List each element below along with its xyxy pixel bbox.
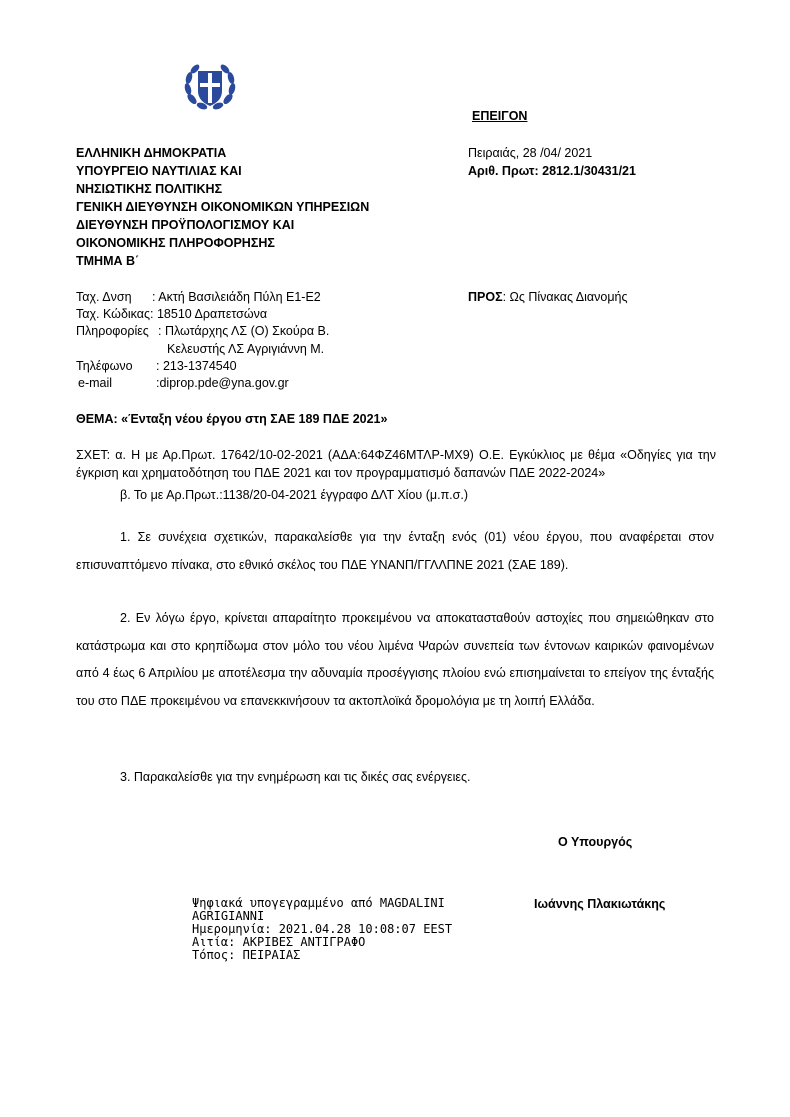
email-value: :diprop.pde@yna.gov.gr <box>156 376 289 390</box>
digital-signature-line: Ψηφιακά υπογεγραμμένο από MAGDALINI <box>192 896 445 910</box>
paragraph-text: 1. Σε συνέχεια σχετικών, παρακαλείσθε για την ένταξη ενός (01) νέου έργου, που αναφέρεται στον επισυναπτόμενο πίνακα, στο εθνικό σκέλος του ΠΔΕ ΥΝΑΝΠ/ΓΓΛΛΠΝΕ 2021 (ΣΑΕ 189). <box>76 530 714 572</box>
phone-label: Τηλέφωνο <box>76 359 133 373</box>
sender-line: ΕΛΛΗΝΙΚΗ ΔΗΜΟΚΡΑΤΙΑ <box>76 146 227 160</box>
body-paragraph <box>76 524 714 579</box>
greek-emblem-icon <box>182 59 238 115</box>
digital-signature-line: AGRIGIANNI <box>192 909 265 923</box>
info-value-second: Κελευστής ΛΣ Αγριγιάννη Μ. <box>167 342 325 356</box>
signature-title: Ο Υπουργός <box>558 835 633 849</box>
recipient <box>468 289 628 305</box>
postal-code: Ταχ. Κώδικας: 18510 Δραπετσώνα <box>76 307 268 321</box>
sender-line: ΝΗΣΙΩΤΙΚΗΣ ΠΟΛΙΤΙΚΗΣ <box>76 182 223 196</box>
recipient-value: : Ως Πίνακας Διανομής <box>502 290 628 304</box>
sender-line: ΔΙΕΥΘΥΝΣΗ ΠΡΟΫΠΟΛΟΓΙΣΜΟΥ ΚΑΙ <box>76 218 295 232</box>
paragraph-text: 2. Εν λόγω έργο, κρίνεται απαραίτητο προκειμένου να αποκατασταθούν αστοχίες που σημειώθηκαν στο κατάστρωμα και στο κρηπίδωμα στον μόλο του νέου λιμένα Ψαρών συνεπεία των έντονων καιρικών φαινομένων από 4 έως 6 Απριλίου με αποτέλεσμα την αδυναμία προσέγγισης πλοίου ενώ επισημαίνεται το επείγον της ένταξής του στο ΠΔΕ προκειμένου να επανεκκινήσουν τα ακτοπλοϊκά δρομολόγια με τη λοιπή Ελλάδα. <box>76 611 714 708</box>
body-paragraph <box>76 764 714 792</box>
reference-b: β. Το με Αρ.Πρωτ.:1138/20-04-2021 έγγραφο ΔΛΤ Χίου (μ.π.σ.) <box>120 488 469 502</box>
protocol-number: Αριθ. Πρωτ: 2812.1/30431/21 <box>468 164 636 178</box>
recipient-label: ΠΡΟΣ <box>468 290 503 304</box>
digital-signature-line: Ημερομηνία: 2021.04.28 10:08:07 EEST <box>192 922 453 936</box>
sender-line: ΥΠΟΥΡΓΕΙΟ ΝΑΥΤΙΛΙΑΣ ΚΑΙ <box>76 164 242 178</box>
signatory-name: Ιωάννης Πλακιωτάκης <box>534 897 666 911</box>
digital-signature-line: Τόπος: ΠΕΙΡΑΙΑΣ <box>192 948 301 962</box>
urgent-label: ΕΠΕΙΓΟΝ <box>472 109 528 123</box>
info-label: Πληροφορίες <box>76 324 149 338</box>
sender-line: ΟΙΚΟΝΟΜΙΚΗΣ ΠΛΗΡΟΦΟΡΗΣΗΣ <box>76 236 275 250</box>
digital-signature-line: Αιτία: ΑΚΡΙΒΕΣ ΑΝΤΙΓΡΑΦΟ <box>192 935 366 949</box>
phone-value: : 213-1374540 <box>156 359 237 373</box>
reference-a: ΣΧΕΤ: α. Η με Αρ.Πρωτ. 17642/10-02-2021 (ΑΔΑ:64ΦΖ46ΜΤΛΡ-ΜΧ9) Ο.Ε. Εγκύκλιος με θέμα «Οδηγίες για την έγκριση και χρηματοδότηση του ΠΔΕ 2021 και τον προγραμματισμό δαπανών ΠΔΕ 2022-2024» <box>76 448 716 480</box>
body-paragraph <box>76 605 714 715</box>
address-label: Ταχ. Δνση <box>76 290 132 304</box>
subject-line: ΘΕΜΑ: «Ένταξη νέου έργου στη ΣΑΕ 189 ΠΔΕ 2021» <box>76 412 388 426</box>
info-value: : Πλωτάρχης ΛΣ (Ο) Σκούρα Β. <box>158 324 330 338</box>
email-label: e-mail <box>78 376 113 390</box>
document-date: Πειραιάς, 28 /04/ 2021 <box>468 146 593 160</box>
paragraph-text: 3. Παρακαλείσθε για την ενημέρωση και τις δικές σας ενέργειες. <box>120 770 471 784</box>
sender-line: ΓΕΝΙΚΗ ΔΙΕΥΘΥΝΣΗ ΟΙΚΟΝΟΜΙΚΩΝ ΥΠΗΡΕΣΙΩΝ <box>76 200 370 214</box>
sender-line: ΤΜΗΜΑ Β΄ <box>76 254 140 268</box>
address-value: : Ακτή Βασιλειάδη Πύλη Ε1-Ε2 <box>152 290 321 304</box>
